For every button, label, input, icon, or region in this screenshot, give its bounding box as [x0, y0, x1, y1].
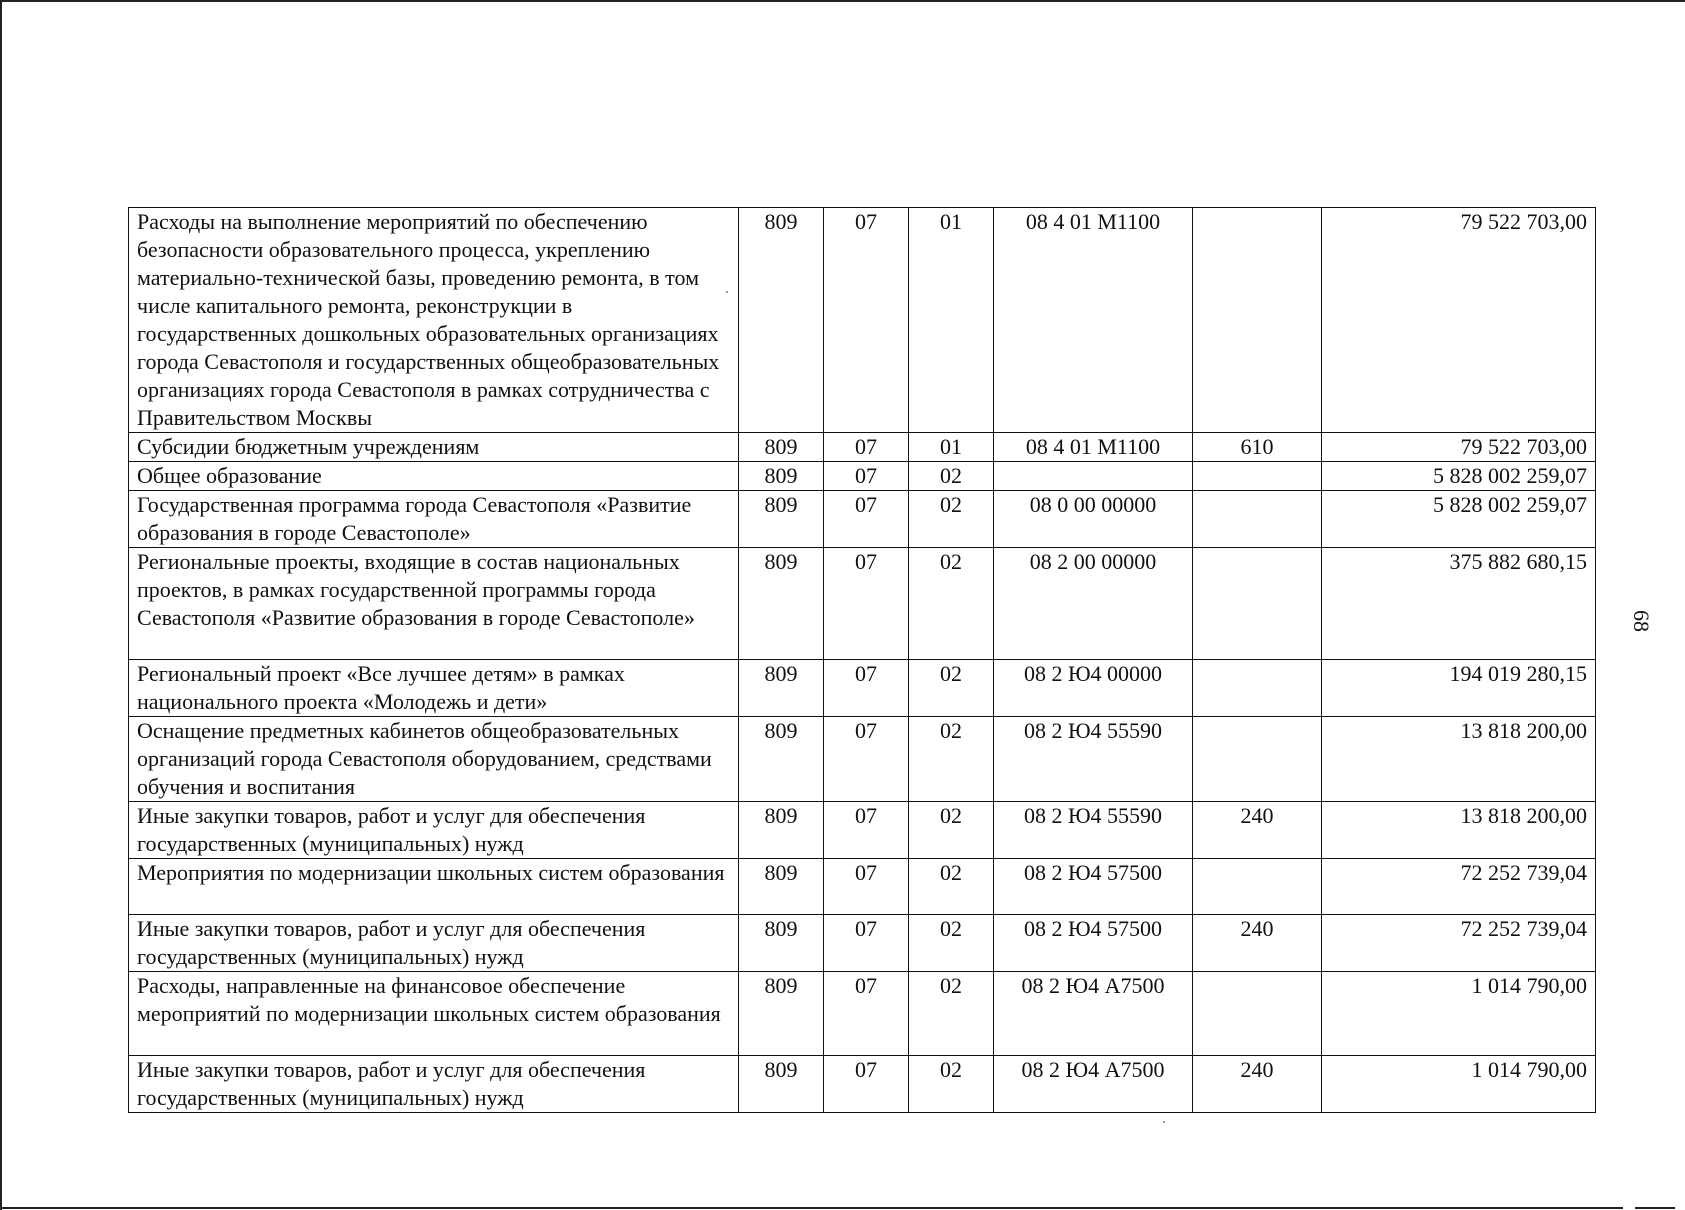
row-amount: 194 019 280,15 — [1322, 660, 1596, 717]
row-csr-code: 08 2 Ю4 57500 — [994, 859, 1193, 915]
row-description: Расходы, направленные на финансовое обеспечение мероприятий по модернизации школьных систем образования — [129, 972, 739, 1056]
row-csr-code: 08 0 00 00000 — [994, 491, 1193, 548]
row-vr-code: 240 — [1193, 915, 1322, 972]
row-description: Региональный проект «Все лучшее детям» в рамках национального проекта «Молодежь и дети» — [129, 660, 739, 717]
row-gr-code: 809 — [739, 1056, 824, 1113]
row-pr-code: 01 — [909, 433, 994, 462]
row-csr-code: 08 4 01 M1100 — [994, 433, 1193, 462]
budget-table-body — [129, 208, 1596, 1113]
row-description: Иные закупки товаров, работ и услуг для обеспечения государственных (муниципальных) нужд — [129, 915, 739, 972]
row-amount: 375 882 680,15 — [1322, 548, 1596, 660]
row-gr-code: 809 — [739, 802, 824, 859]
row-gr-code: 809 — [739, 859, 824, 915]
row-description: Расходы на выполнение мероприятий по обеспечению безопасности образовательного процесса, укреплению материально-технической базы, проведению ремонта, в том числе капитального ремонта, реконструкции в государственных дошкольных образовательных организациях города Севастополя и государственных общеобразовательных организациях города Севастополя в рамках сотрудничества с Правительством Москвы — [129, 208, 739, 433]
row-vr-code — [1193, 208, 1322, 433]
table-row — [129, 433, 1596, 462]
row-amount: 72 252 739,04 — [1322, 915, 1596, 972]
row-csr-code: 08 4 01 M1100 — [994, 208, 1193, 433]
table-row — [129, 462, 1596, 491]
row-pr-code: 02 — [909, 859, 994, 915]
budget-table — [128, 207, 1596, 1113]
row-rz-code: 07 — [824, 208, 909, 433]
row-gr-code: 809 — [739, 717, 824, 802]
row-description: Государственная программа города Севастополя «Развитие образования в городе Севастополе» — [129, 491, 739, 548]
row-amount: 13 818 200,00 — [1322, 717, 1596, 802]
row-vr-code — [1193, 717, 1322, 802]
table-row — [129, 660, 1596, 717]
row-vr-code — [1193, 462, 1322, 491]
row-vr-code — [1193, 660, 1322, 717]
row-rz-code: 07 — [824, 462, 909, 491]
row-rz-code: 07 — [824, 660, 909, 717]
row-pr-code: 02 — [909, 802, 994, 859]
scan-border-left — [0, 0, 2, 1210]
table-row — [129, 717, 1596, 802]
row-pr-code: 02 — [909, 915, 994, 972]
row-gr-code: 809 — [739, 433, 824, 462]
row-rz-code: 07 — [824, 433, 909, 462]
row-csr-code: 08 2 00 00000 — [994, 548, 1193, 660]
row-description: Субсидии бюджетным учреждениям — [129, 433, 739, 462]
row-gr-code: 809 — [739, 972, 824, 1056]
row-vr-code: 240 — [1193, 802, 1322, 859]
row-vr-code — [1193, 859, 1322, 915]
row-rz-code: 07 — [824, 717, 909, 802]
table-row — [129, 915, 1596, 972]
row-rz-code: 07 — [824, 548, 909, 660]
scan-speck — [1163, 1121, 1165, 1123]
row-pr-code: 02 — [909, 972, 994, 1056]
row-description: Иные закупки товаров, работ и услуг для обеспечения государственных (муниципальных) нужд — [129, 802, 739, 859]
row-pr-code: 02 — [909, 491, 994, 548]
page-number: 68 — [1629, 610, 1654, 632]
row-gr-code: 809 — [739, 462, 824, 491]
table-row — [129, 859, 1596, 915]
row-csr-code: 08 2 Ю4 A7500 — [994, 1056, 1193, 1113]
row-vr-code — [1193, 548, 1322, 660]
row-amount: 13 818 200,00 — [1322, 802, 1596, 859]
scan-border-bottom — [0, 1207, 1623, 1209]
table-row — [129, 548, 1596, 660]
row-gr-code: 809 — [739, 915, 824, 972]
row-pr-code: 01 — [909, 208, 994, 433]
row-description: Оснащение предметных кабинетов общеобразовательных организаций города Севастополя оборудованием, средствами обучения и воспитания — [129, 717, 739, 802]
row-amount: 72 252 739,04 — [1322, 859, 1596, 915]
row-rz-code: 07 — [824, 1056, 909, 1113]
row-description: Региональные проекты, входящие в состав национальных проектов, в рамках государственной программы города Севастополя «Развитие образования в городе Севастополе» — [129, 548, 739, 660]
row-vr-code: 610 — [1193, 433, 1322, 462]
row-description: Мероприятия по модернизации школьных систем образования — [129, 859, 739, 915]
table-row — [129, 208, 1596, 433]
row-csr-code — [994, 462, 1193, 491]
row-amount: 5 828 002 259,07 — [1322, 462, 1596, 491]
row-rz-code: 07 — [824, 859, 909, 915]
table-row — [129, 1056, 1596, 1113]
row-description: Общее образование — [129, 462, 739, 491]
row-csr-code: 08 2 Ю4 55590 — [994, 802, 1193, 859]
scan-border-top — [0, 0, 1685, 2]
row-amount: 79 522 703,00 — [1322, 433, 1596, 462]
row-gr-code: 809 — [739, 548, 824, 660]
row-rz-code: 07 — [824, 491, 909, 548]
row-description: Иные закупки товаров, работ и услуг для обеспечения государственных (муниципальных) нужд — [129, 1056, 739, 1113]
row-gr-code: 809 — [739, 660, 824, 717]
row-vr-code — [1193, 491, 1322, 548]
table-row — [129, 972, 1596, 1056]
row-rz-code: 07 — [824, 972, 909, 1056]
row-csr-code: 08 2 Ю4 A7500 — [994, 972, 1193, 1056]
row-csr-code: 08 2 Ю4 00000 — [994, 660, 1193, 717]
scan-dash-right — [1635, 1207, 1675, 1209]
row-pr-code: 02 — [909, 548, 994, 660]
row-pr-code: 02 — [909, 717, 994, 802]
row-rz-code: 07 — [824, 802, 909, 859]
row-pr-code: 02 — [909, 660, 994, 717]
row-amount: 5 828 002 259,07 — [1322, 491, 1596, 548]
row-vr-code — [1193, 972, 1322, 1056]
table-row — [129, 491, 1596, 548]
row-csr-code: 08 2 Ю4 55590 — [994, 717, 1193, 802]
row-amount: 1 014 790,00 — [1322, 1056, 1596, 1113]
row-pr-code: 02 — [909, 1056, 994, 1113]
row-pr-code: 02 — [909, 462, 994, 491]
row-csr-code: 08 2 Ю4 57500 — [994, 915, 1193, 972]
table-row — [129, 802, 1596, 859]
row-amount: 79 522 703,00 — [1322, 208, 1596, 433]
row-amount: 1 014 790,00 — [1322, 972, 1596, 1056]
row-vr-code: 240 — [1193, 1056, 1322, 1113]
row-gr-code: 809 — [739, 491, 824, 548]
row-gr-code: 809 — [739, 208, 824, 433]
row-rz-code: 07 — [824, 915, 909, 972]
